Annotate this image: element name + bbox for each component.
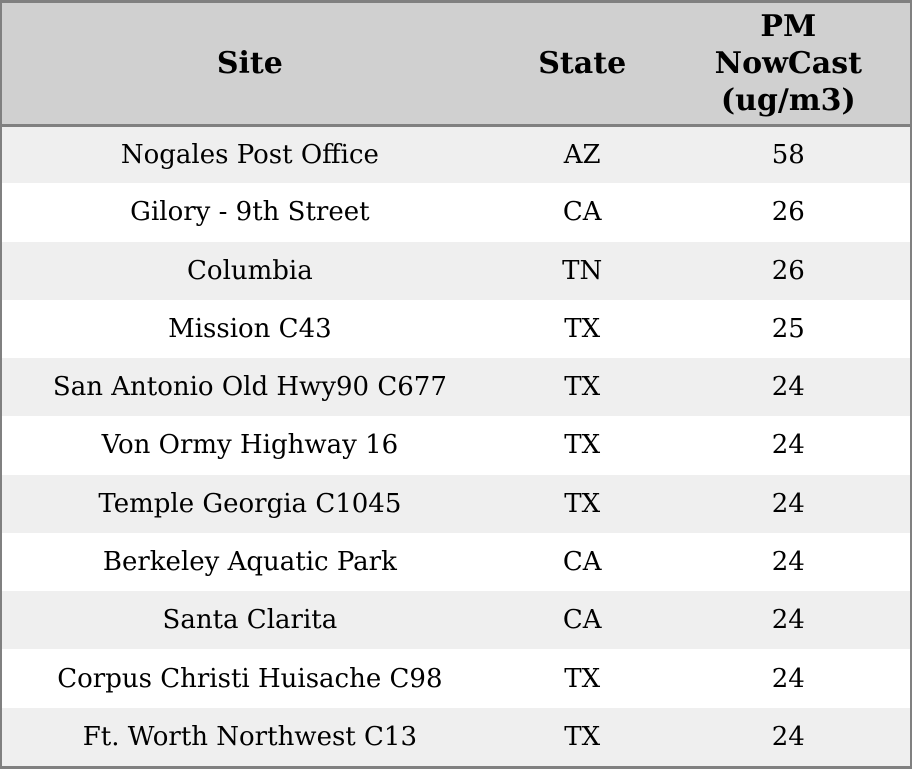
- table-row: [2, 183, 910, 241]
- site-cell: Santa Clarita: [162, 605, 338, 636]
- pm-nowcast-table: [2, 3, 910, 766]
- site-cell: San Antonio Old Hwy90 C677: [52, 372, 447, 403]
- table-row: [2, 475, 910, 533]
- table-row: [2, 533, 910, 591]
- table-row: [2, 708, 910, 766]
- column-header-pm-nowcast-label: PM NowCast (ug/m3): [714, 8, 862, 118]
- site-cell: Von Ormy Highway 16: [101, 430, 399, 461]
- site-cell: Mission C43: [168, 313, 332, 344]
- site-cell: Nogales Post Office: [120, 139, 379, 170]
- pm-nowcast-cell: 24: [771, 663, 805, 694]
- header-row: [2, 3, 910, 125]
- state-cell: TX: [564, 372, 601, 403]
- table-row: [2, 416, 910, 474]
- state-cell: CA: [562, 546, 602, 577]
- state-cell: CA: [562, 605, 602, 636]
- pm-nowcast-cell: 24: [771, 488, 805, 519]
- column-header-pm-nowcast: [667, 3, 910, 125]
- site-cell: Gilory - 9th Street: [130, 197, 370, 228]
- state-cell: TX: [564, 430, 601, 461]
- pm-nowcast-cell: 24: [771, 430, 805, 461]
- state-cell: TN: [562, 255, 603, 286]
- table-header: [2, 3, 910, 125]
- pm-nowcast-cell: 58: [771, 139, 805, 170]
- site-cell: Columbia: [187, 255, 313, 286]
- column-header-site: Site: [2, 3, 498, 125]
- table-row: [2, 242, 910, 300]
- pm-nowcast-cell: 24: [771, 605, 805, 636]
- state-cell: TX: [564, 663, 601, 694]
- pm-nowcast-cell: 26: [771, 255, 805, 286]
- state-cell: TX: [564, 313, 601, 344]
- pm-nowcast-cell: 24: [771, 372, 805, 403]
- table-row: [2, 358, 910, 416]
- table-row: [2, 125, 910, 183]
- site-cell: Berkeley Aquatic Park: [102, 546, 397, 577]
- table-row: [2, 591, 910, 649]
- state-cell: TX: [564, 721, 601, 752]
- site-cell: Ft. Worth Northwest C13: [82, 721, 417, 752]
- state-cell: CA: [562, 197, 602, 228]
- state-cell: TX: [564, 488, 601, 519]
- table-row: [2, 649, 910, 707]
- pm-nowcast-cell: 24: [771, 721, 805, 752]
- table-body: [2, 125, 910, 766]
- table-row: [2, 300, 910, 358]
- site-cell: Temple Georgia C1045: [98, 488, 402, 519]
- column-header-state: State: [498, 3, 667, 125]
- pm-nowcast-cell: 26: [771, 197, 805, 228]
- state-cell: AZ: [563, 139, 601, 170]
- site-cell: Corpus Christi Huisache C98: [57, 663, 443, 694]
- pm-nowcast-cell: 24: [771, 546, 805, 577]
- pm-nowcast-cell: 25: [771, 313, 805, 344]
